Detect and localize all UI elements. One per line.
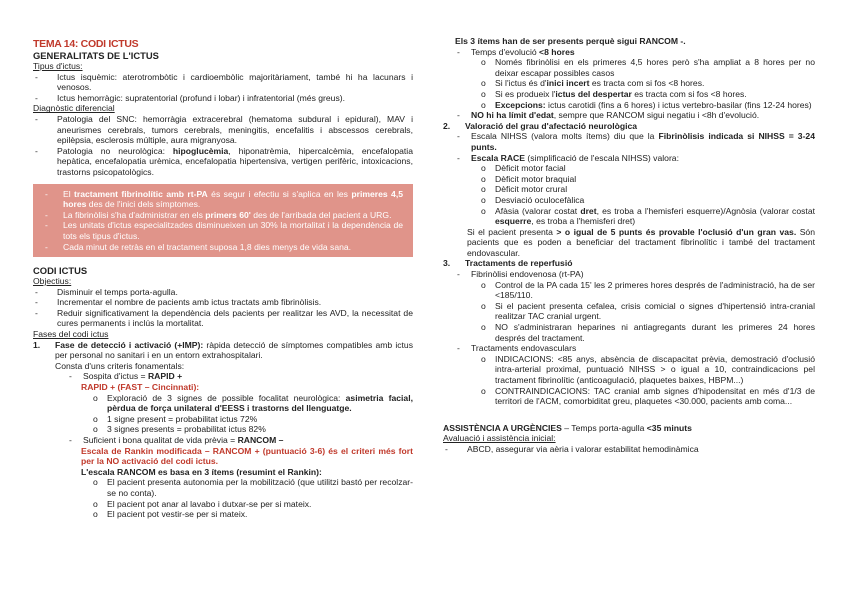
list-item: o Només fibrinòlisi en els primeres 4,5 hores però s'ha ampliat a 8 hores per no deixar escapar possibles casos	[481, 57, 815, 78]
subheading-avaluacio: Avaluació i assistència inicial:	[443, 433, 556, 444]
list-item: o Si es produeix l'ictus del despertar es tracta com si fos <8 hores.	[481, 88, 747, 99]
list-item: - Disminuir el temps porta-agulla.	[35, 286, 178, 297]
list-item: - ABCD, assegurar via aèria i valorar estabilitat hemodinàmica	[445, 443, 699, 454]
box-item: - La fibrinòlisi s'ha d'administrar en els primers 60' des de l'arribada del pacient a URG.	[45, 209, 392, 220]
list-item: - Sospita d'ictus = RAPID +	[69, 371, 183, 382]
list-item: - NO hi ha límit d'edat, sempre que RANCOM sigui negatiu i <8h d'evolució.	[457, 110, 760, 121]
rapid-heading: RAPID + (FAST – Cincinnati):	[81, 382, 200, 393]
numbered-item: 2. Valoració del grau d'afectació neurològica	[443, 120, 638, 131]
left-column	[33, 38, 413, 520]
list-item: - Patologia no neurològica: hipoglucèmia, hiponatrèmia, hipercalcèmia, encefalopatia hepàtica, encefalopatia urèmica, encefalopatia hipertensiva, vertigen perifèric, intoxicacions, trastorns psicopatològics.	[35, 145, 413, 177]
rankin-note: Escala de Rankin modificada – RANCOM + (puntuació 3-6) és el criteri més fort per la NO activació del codi ictus.	[81, 445, 413, 467]
section-heading-urgencies: ASSISTÈNCIA A URGÈNCIES – Temps porta-agulla <35 minuts	[443, 422, 692, 433]
list-item: o El pacient presenta autonomia per la mobilització (que utilitzi bastó per recolzar-se no conta).	[93, 477, 413, 498]
page-title: TEMA 14: CODI ICTUS	[33, 38, 139, 50]
list-item: o 1 signe present = probabilitat ictus 72%	[93, 413, 258, 424]
box-item: - Les unitats d'ictus especialitzades disminueixen un 30% la mortalitat i la dependència de tots els tipus d'ictus.	[45, 220, 403, 241]
list-item: o Exploració de 3 signes de possible focalitat neurològica: asimetria facial, pèrdua de força unilateral d'EESS i trastorns del llenguatge.	[93, 392, 413, 414]
numbered-item: 1. Fase de detecció i activació (+IMP): ràpida detecció de símptomes compatibles amb ictus per personal no sanitari i en un entorn extrahospitalari.	[33, 339, 413, 361]
subheading-tipus: Tipus d'ictus:	[33, 61, 83, 71]
list-item: - Reduir significativament la dependència dels pacients per realitzar les AVD, la necessitat de cures permanents i inclús la mortalitat.	[35, 307, 413, 329]
list-item: - Ictus hemorràgic: supratentorial (profund i lobar) i infratentorial (més greus).	[35, 92, 346, 103]
list-item: - Escala NIHSS (valora molts ítems) diu que la Fibrinòlisis indicada si NIHSS = 3-24 punts.	[457, 131, 815, 152]
list-item: o Dèficit motor crural	[481, 184, 568, 195]
list-item: o NO s'administraran heparines ni antiagregants durant les primeres 24 hores després del tractament.	[481, 322, 815, 343]
list-item: o INDICACIONS: <85 anys, absència de discapacitat prèvia, demostració d'oclusió intra-arterial proximal, puntuació NIHSS > o igual a 10, contraindicacions pel tractament fibrinolític (anticoagulació, plaquetes baixes, HBPM...)	[481, 353, 815, 385]
list-item: - Ictus isquèmic: aterotrombòtic i cardioembòlic majoritàriament, també hi ha lacunars i venosos.	[35, 71, 413, 93]
list-item: o Control de la PA cada 15' les 2 primeres hores després de l'administració, ha de ser <185/110.	[481, 279, 815, 301]
rancom-condition: Els 3 ítems han de ser presents perquè sigui RANCOM -.	[455, 36, 686, 46]
box-item: - El tractament fibrinolític amb rt-PA és segur i efectiu si s'aplica en les primeres 4,5 hores des de l'inici dels símptomes.	[45, 188, 403, 210]
list-item: o Si el pacient presenta cefalea, crisis comicial o signes d'hipertensió intra-cranial realitzar TAC cranial urgent.	[481, 300, 815, 322]
list-item: o El pacient pot anar al lavabo i dutxar-se per si mateix.	[93, 498, 312, 509]
list-item: o Si l'ictus és d'inici incert es tracta com si fos <8 hores.	[481, 78, 705, 89]
list-item: - Suficient i bona qualitat de vida prèvia = RANCOM –	[69, 435, 284, 445]
list-item: o Dèficit motor braquial	[481, 173, 577, 184]
list-item: o El pacient pot vestir-se per si mateix.	[93, 509, 248, 520]
subheading-objectius: Objectius:	[33, 276, 72, 287]
list-item: - Escala RACE (simplificació de l'escala NIHSS) valora:	[457, 152, 679, 163]
list-item: - Fibrinòlisi endovenosa (rt-PA)	[457, 269, 584, 280]
list-item: o Afàsia (valorar costat dret, es troba a l'hemisferi esquerre)/Agnòsia (valorar costat esquerre, es troba a l'hemisferi dret)	[481, 205, 815, 227]
rancom-heading: L'escala RANCOM es basa en 3 ítems (resumint el Rankin):	[81, 466, 322, 477]
list-item: o Excepcions: ictus carotidi (fins a 6 hores) i ictus vertebro-basilar (fins 12-24 hores)	[481, 99, 812, 110]
list-item: o CONTRAINDICACIONS: TAC cranial amb signes d'hipodensitat en més d'1/3 de territori de l'ACM, comorbiditat greu, plaquetes <30.000, pacients amb coma...	[481, 385, 815, 407]
list-item: - Incrementar el nombre de pacients amb ictus tractats amb fibrinòlisis.	[35, 297, 322, 308]
right-column	[443, 36, 815, 455]
phase-note: Consta d'uns criteris fonamentals:	[55, 360, 185, 371]
list-item: o Dèficit motor facial	[481, 163, 566, 174]
subheading-diagnostic: Diagnòstic diferencial	[33, 103, 115, 114]
highlight-box	[33, 184, 413, 258]
list-item: o Desviació oculocefàlica	[481, 194, 585, 205]
numbered-item: 3. Tractaments de reperfusió	[443, 258, 573, 269]
list-item: - Patologia del SNC: hemorràgia extracerebral (hematoma subdural i epidural), MAV i aneurismes cerebrals, tumors cerebrals, meningitis, encefalitis i abscessos cerebrals, epilèpsia, esclerosis múltiple, aura migranyosa.	[35, 113, 413, 146]
box-item: - Cada minut de retràs en el tractament suposa 1,8 dies menys de vida sana.	[45, 241, 352, 252]
section-heading-codi: CODI ICTUS	[33, 265, 88, 277]
list-item: - Temps d'evolució <8 hores	[457, 46, 575, 57]
subheading-fases: Fases del codi ictus	[33, 329, 109, 340]
list-item: - Tractaments endovasculars	[457, 343, 577, 354]
race-note: Si el pacient presenta > o igual de 5 punts és provable l'oclusió d'un gran vas. Són pacients que es poden a beneficiar del tractament fibrinolític i també del tractament endovascular.	[467, 226, 815, 258]
list-item: o 3 signes presents = probabilitat ictus 82%	[93, 424, 266, 435]
section-heading-generalitats: GENERALITATS DE L'ICTUS	[33, 50, 159, 61]
